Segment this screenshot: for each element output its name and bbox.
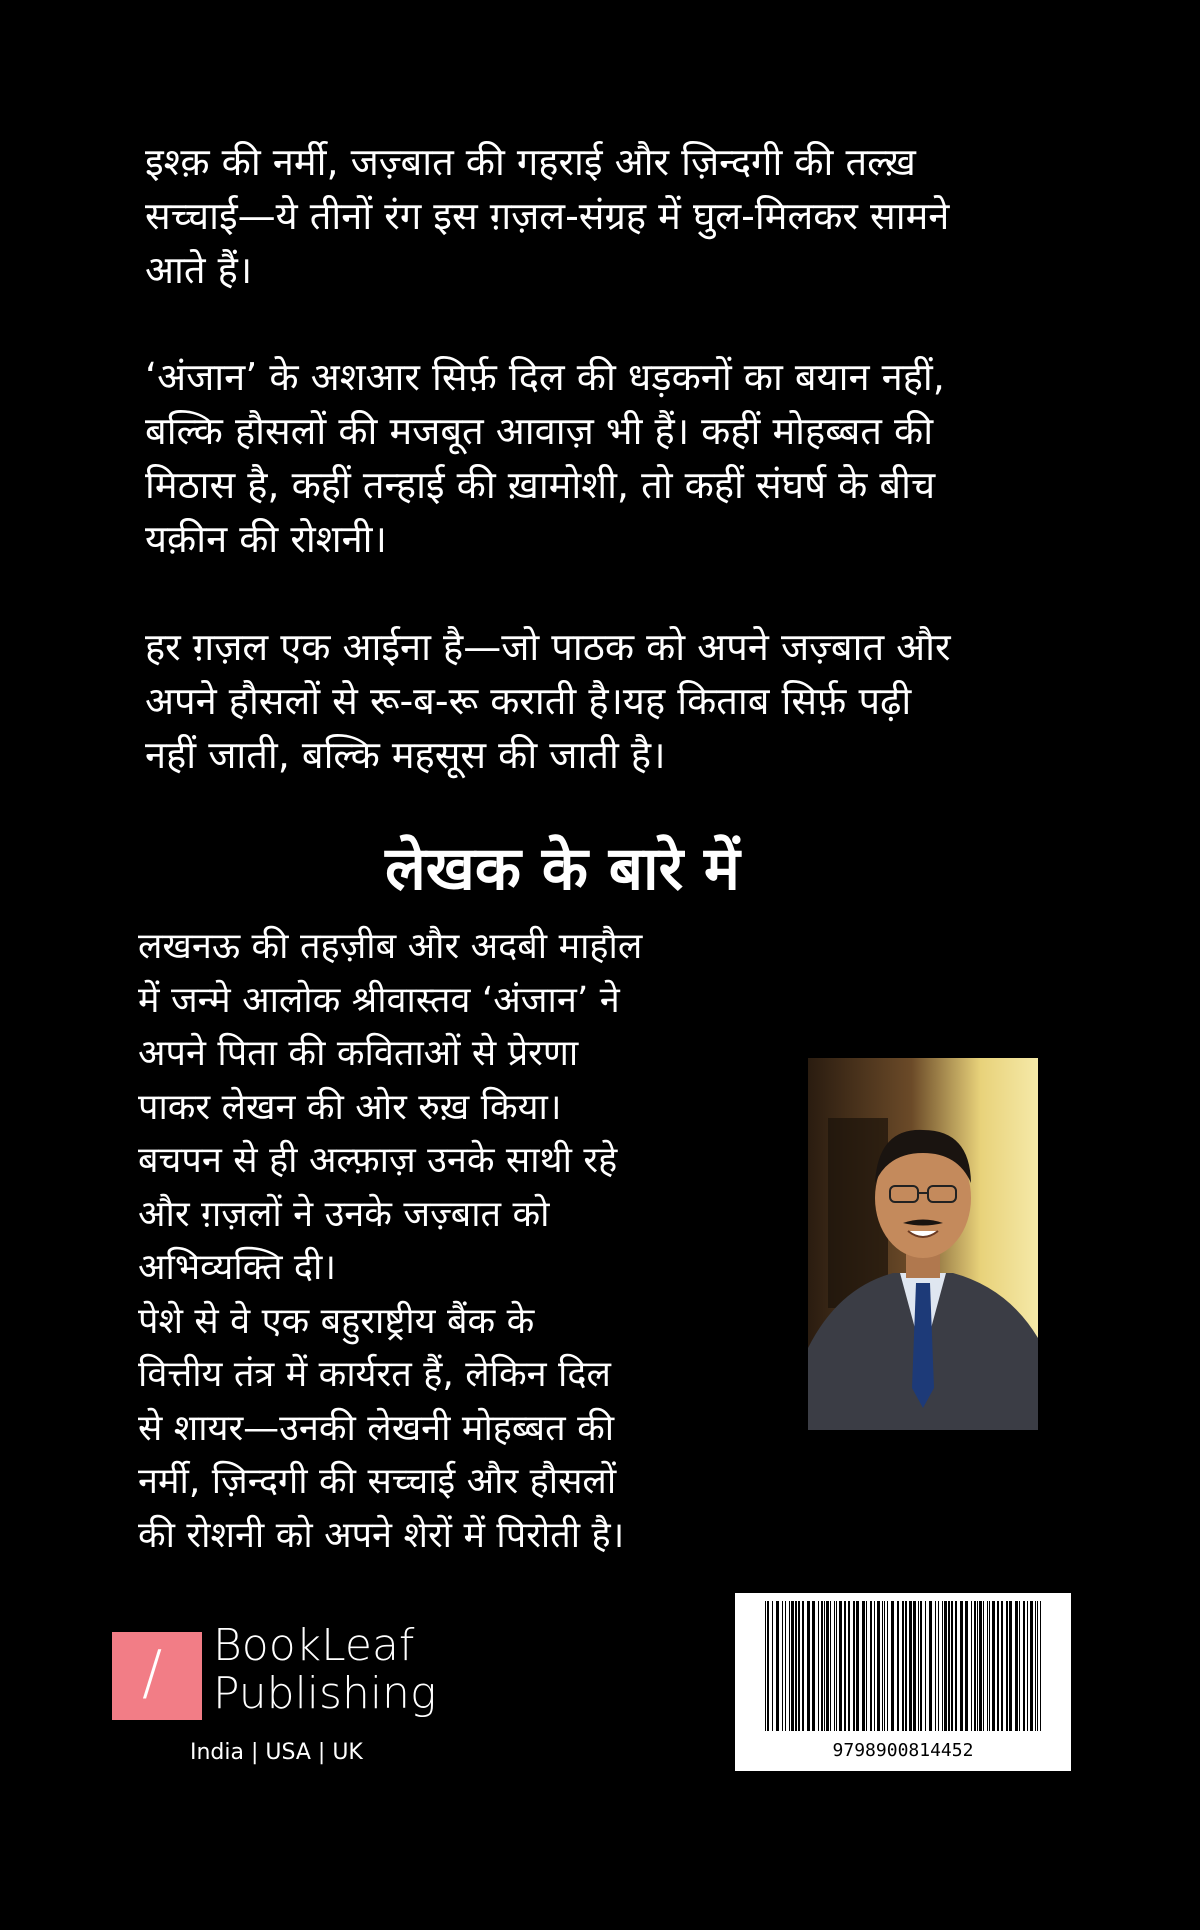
barcode-bars <box>735 1601 1071 1741</box>
isbn-barcode <box>735 1593 1071 1771</box>
about-author-text: लखनऊ की तहज़ीब और अदबी माहौल में जन्मे आलोक श्रीवास्तव ‘अंजान’ ने अपने पिता की कविताओं से प्रेरणा पाकर लेखन की ओर रुख़ किया। बचपन से ही अल्फ़ाज़ उनके साथी रहे और ग़ज़लों ने उनके जज़्बात को अभिव्यक्ति दी। पेशे से वे एक बहुराष्ट्रीय बैंक के वित्तीय तंत्र में कार्यरत हैं, लेकिन दिल से शायर—उनकी लेखनी मोहब्बत की नर्मी, ज़िन्दगी की सच्चाई और हौसलों की रोशनी को अपने शेरों में पिरोती है। <box>138 926 643 1556</box>
publisher-regions: India | USA | UK <box>190 1740 363 1765</box>
isbn-number: 9798900814452 <box>832 1740 974 1761</box>
blurb-paragraph-1: इश्क़ की नर्मी, जज़्बात की गहराई और ज़िन्दगी की तल्ख़ सच्चाई—ये तीनों रंग इस ग़ज़ल-संग्रह में घुल-मिलकर सामने आते हैं। <box>145 140 950 292</box>
blurb-paragraph-2: ‘अंजान’ के अशआर सिर्फ़ दिल की धड़कनों का बयान नहीं, बल्कि हौसलों की मजबूत आवाज़ भी हैं। कहीं मोहब्बत की मिठास है, कहीं तन्हाई की ख़ामोशी, तो कहीं संघर्ष के बीच यक़ीन की रोशनी। <box>145 355 945 561</box>
publisher-name <box>213 1622 436 1718</box>
author-photo <box>808 1058 1038 1430</box>
logo-slash: / <box>142 1638 163 1708</box>
about-author-heading: लेखक के बारे में <box>385 834 740 904</box>
author-portrait-image <box>808 1058 1038 1430</box>
publisher-name-line1: BookLeaf <box>213 1620 415 1671</box>
blurb-paragraph-3: हर ग़ज़ल एक आईना है—जो पाठक को अपने जज़्बात और अपने हौसलों से रू-ब-रू कराती है।यह किताब सिर्फ़ पढ़ी नहीं जाती, बल्कि महसूस की जाती है। <box>145 625 951 777</box>
publisher-name-line2: Publishing <box>213 1668 437 1719</box>
bookleaf-logo-mark <box>112 1632 202 1720</box>
